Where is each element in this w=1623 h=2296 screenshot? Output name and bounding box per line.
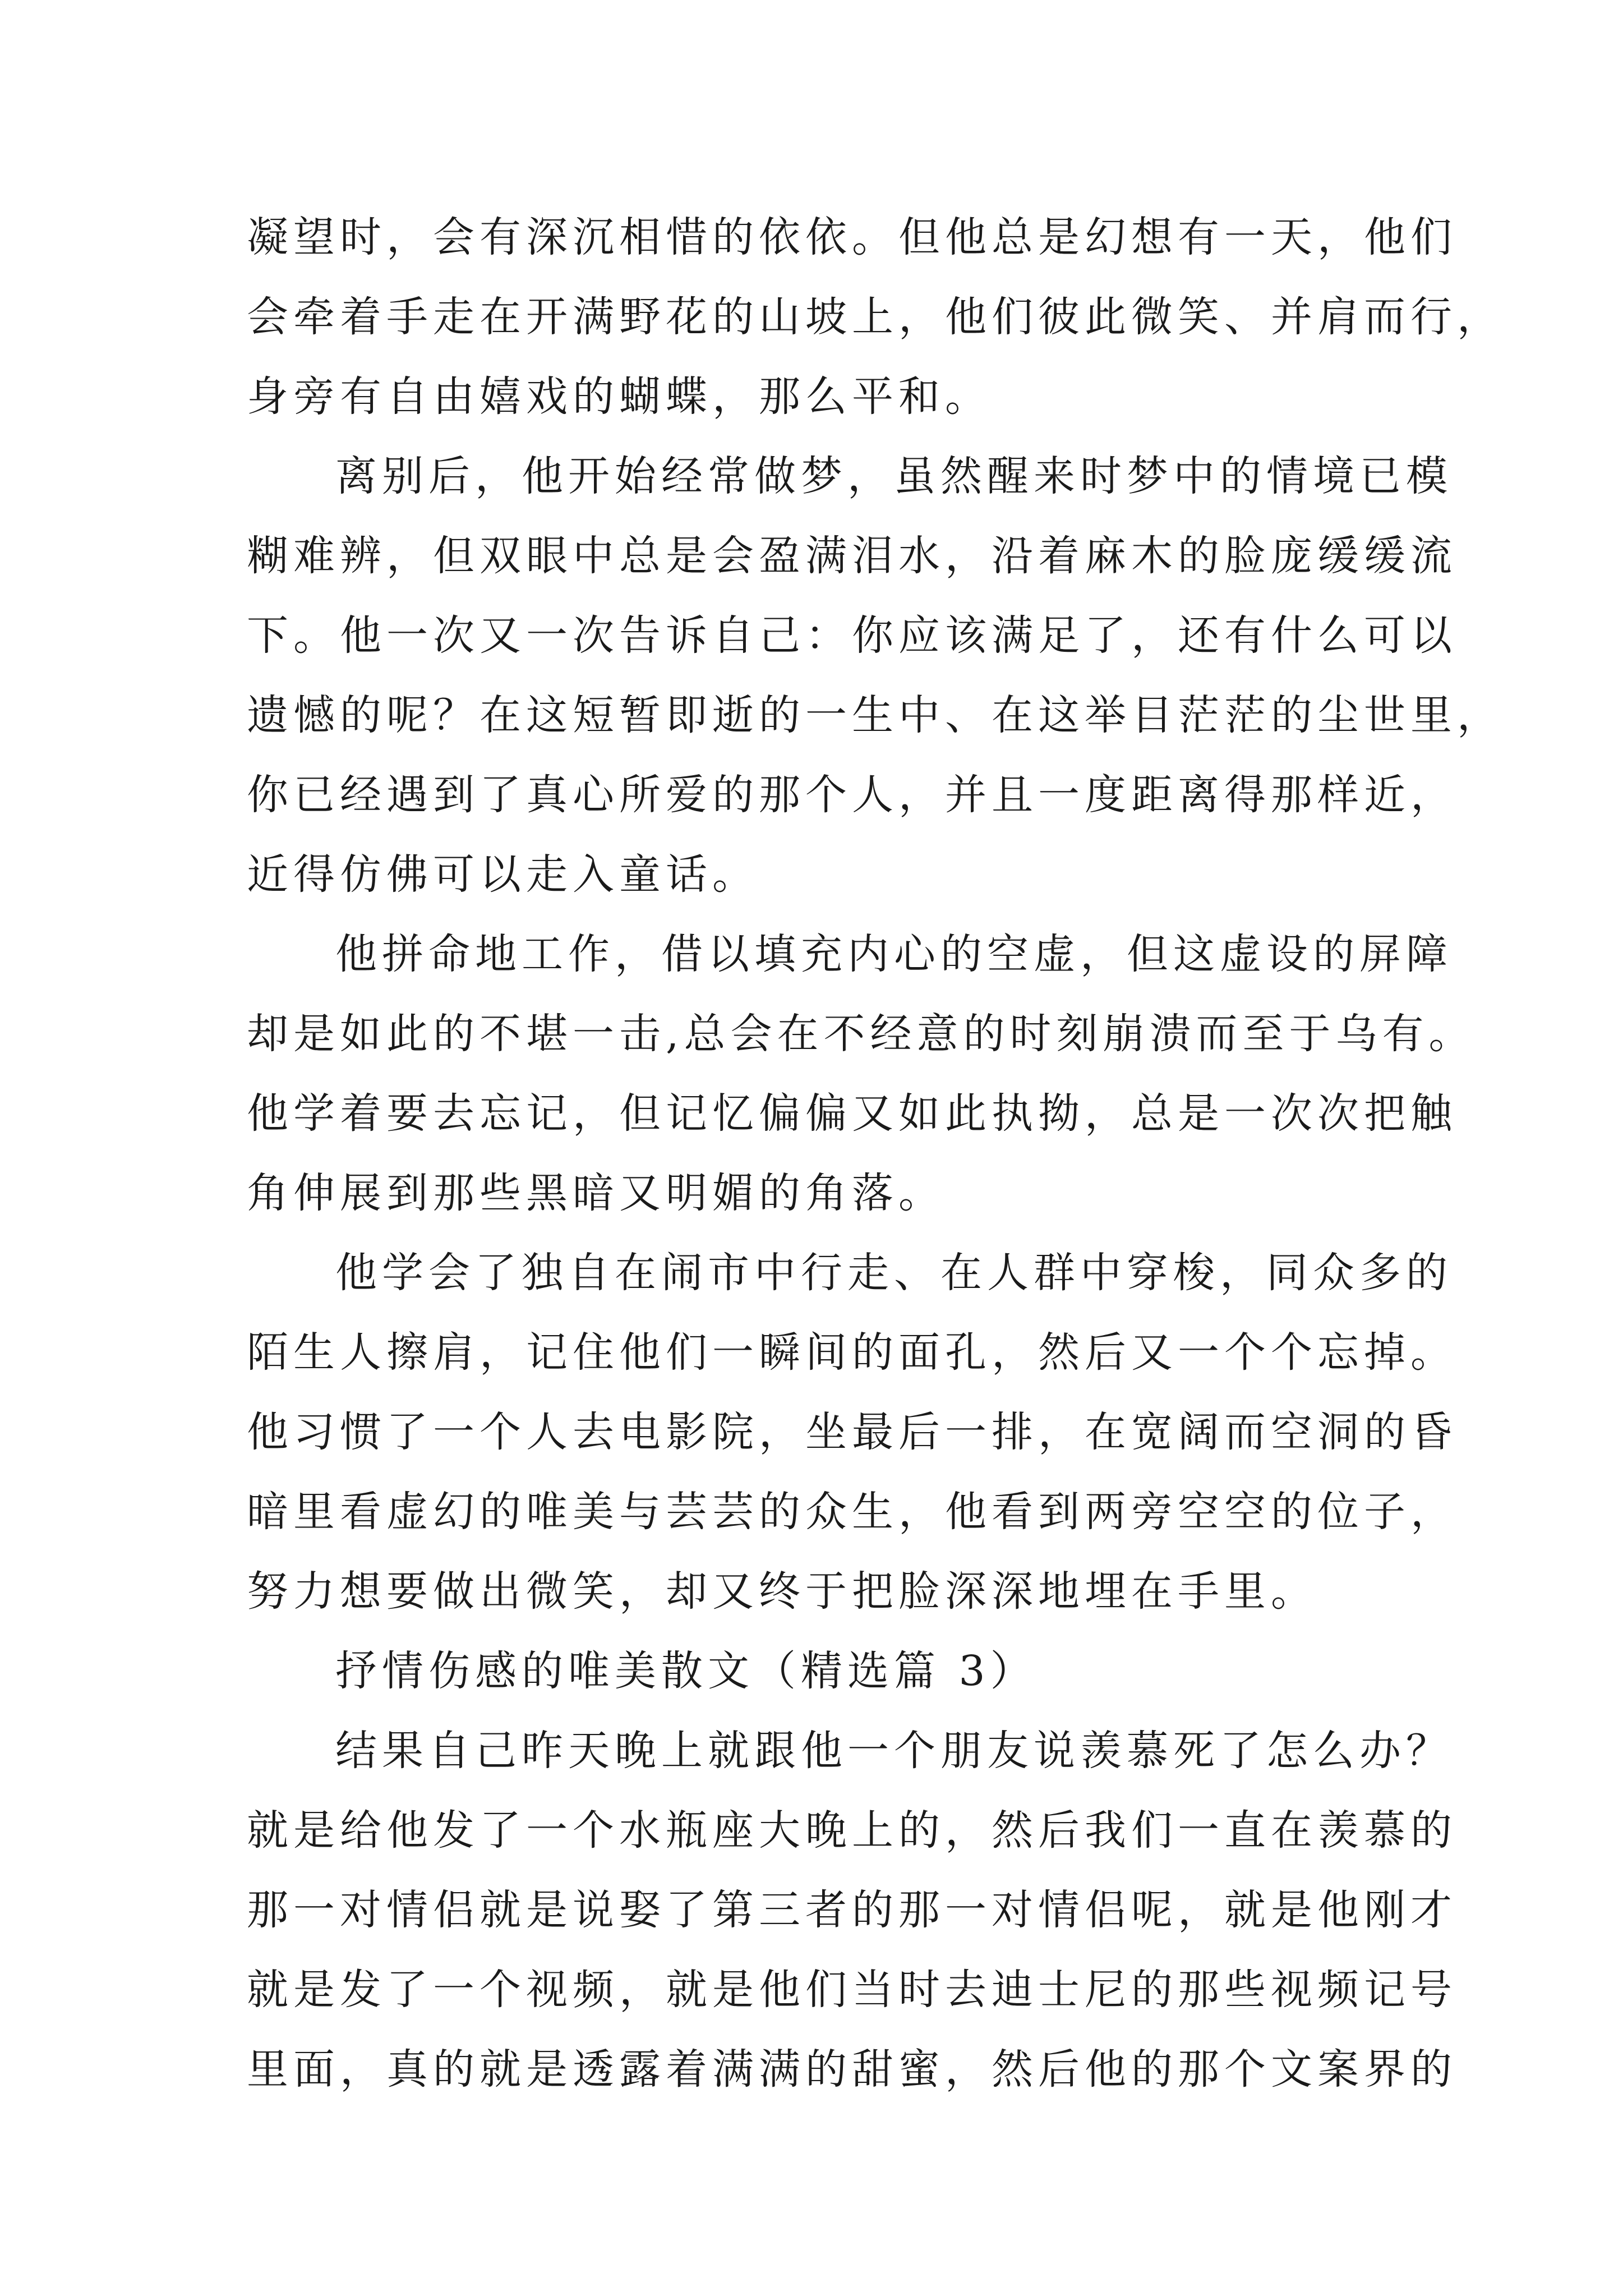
- text-line: 近得仿佛可以走入童话。: [247, 850, 759, 899]
- text-line: 会牵着手走在开满野花的山坡上，他们彼此微笑、并肩而行，: [247, 293, 1504, 341]
- text-line: 他学着要去忘记，但记忆偏偏又如此执拗，总是一次次把触: [247, 1089, 1457, 1138]
- text-line: 他习惯了一个人去电影院，坐最后一排，在宽阔而空洞的昏: [247, 1408, 1457, 1456]
- text-line: 角伸展到那些黑暗又明媚的角落。: [247, 1169, 945, 1217]
- text-line: 遗憾的呢？在这短暂即逝的一生中、在这举目茫茫的尘世里，: [247, 691, 1504, 739]
- text-line: 他学会了独自在闹市中行走、在人群中穿梭，同众多的: [335, 1249, 1453, 1297]
- text-line: 那一对情侣就是说娶了第三者的那一对情侣呢，就是他刚才: [247, 1886, 1457, 1934]
- text-line: 努力想要做出微笑，却又终于把脸深深地埋在手里。: [247, 1567, 1317, 1616]
- text-line: 陌生人擦肩，记住他们一瞬间的面孔，然后又一个个忘掉。: [247, 1328, 1457, 1377]
- text-line: 就是给他发了一个水瓶座大晚上的，然后我们一直在羡慕的: [247, 1806, 1457, 1855]
- text-line: 你已经遇到了真心所爱的那个人，并且一度距离得那样近，: [247, 771, 1457, 819]
- text-line: 糊难辨，但双眼中总是会盈满泪水，沿着麻木的脸庞缓缓流: [247, 532, 1457, 580]
- text-line: 离别后，他开始经常做梦，虽然醒来时梦中的情境已模: [335, 452, 1453, 500]
- text-line: 他拼命地工作，借以填充内心的空虚，但这虚设的屏障: [335, 930, 1453, 978]
- text-line: 身旁有自由嬉戏的蝴蝶，那么平和。: [247, 372, 992, 421]
- text-line: 下。他一次又一次告诉自己：你应该满足了，还有什么可以: [247, 611, 1457, 660]
- text-line: 暗里看虚幻的唯美与芸芸的众生，他看到两旁空空的位子，: [247, 1488, 1457, 1536]
- text-line: 里面，真的就是透露着满满的甜蜜，然后他的那个文案界的: [247, 2045, 1457, 2093]
- section-heading: 抒情伤感的唯美散文（精选篇 3）: [335, 1647, 1037, 1695]
- body-text: [247, 197, 1504, 2109]
- text-line: 就是发了一个视频，就是他们当时去迪士尼的那些视频记号: [247, 1966, 1457, 2014]
- text-line: 却是如此的不堪一击,总会在不经意的时刻崩溃而至于乌有。: [247, 1010, 1476, 1058]
- text-line: 凝望时，会有深沉相惜的依依。但他总是幻想有一天，他们: [247, 213, 1457, 261]
- text-line: 结果自己昨天晚上就跟他一个朋友说羡慕死了怎么办？: [335, 1727, 1453, 1775]
